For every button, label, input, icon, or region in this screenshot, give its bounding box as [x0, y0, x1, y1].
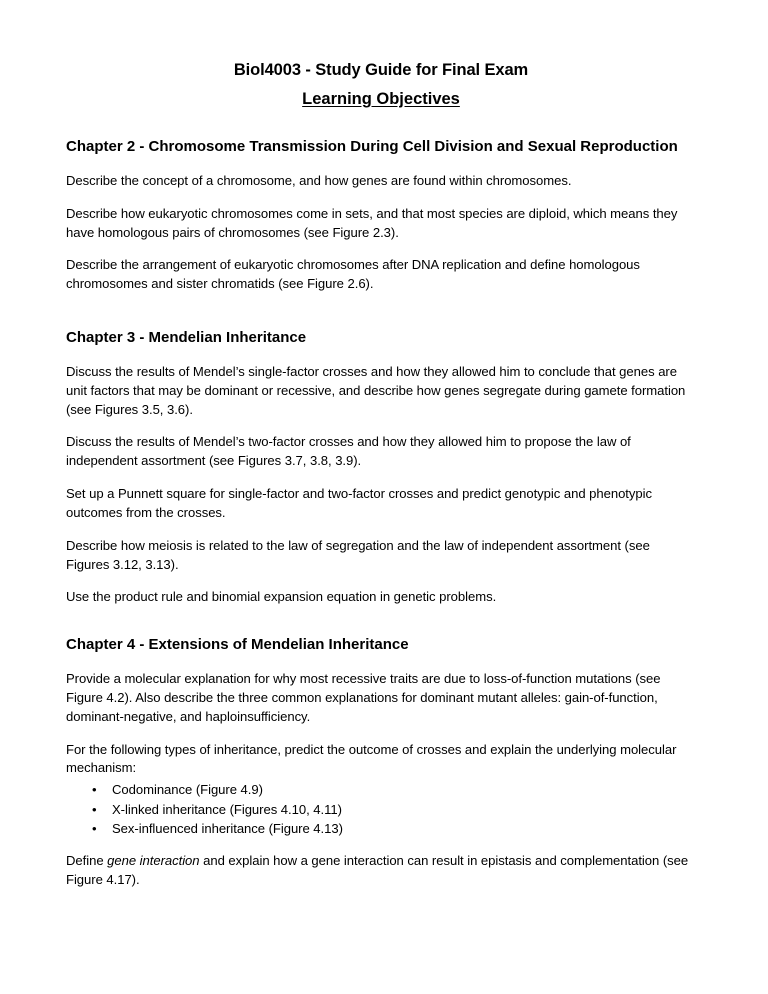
objective-item: Describe how eukaryotic chromosomes come in sets, and that most species are diploid, which means they have homologous pairs of chromosomes (see Figure 2.3). [66, 205, 678, 240]
inheritance-type-list [66, 780, 696, 838]
chapter-heading-4: Chapter 4 - Extensions of Mendelian Inheritance [66, 636, 409, 654]
objective-item: Discuss the results of Mendel’s two-factor crosses and how they allowed him to propose the law of independent assortment (see Figures 3.7, 3.8, 3.9). [66, 434, 631, 469]
bullet-icon: • [92, 782, 97, 798]
bullet-icon: • [92, 820, 97, 836]
list-item-label: Sex-influenced inheritance (Figure 4.13) [112, 820, 343, 836]
objective-item: Use the product rule and binomial expansion equation in genetic problems. [66, 589, 497, 605]
objective-item: For the following types of inheritance, predict the outcome of crosses and explain the underlying molecular mechanism: [66, 741, 677, 776]
list-item [66, 780, 696, 799]
section-spacer [66, 308, 696, 328]
section-spacer [66, 621, 696, 635]
objective-item: Set up a Punnett square for single-factor and two-factor crosses and predict genotypic and phenotypic outcomes from the crosses. [66, 486, 652, 520]
closing-text-after: and explain how a gene interaction can result in epistasis and complementation (see Figure 4.17). [66, 853, 689, 888]
objective-item: Describe how meiosis is related to the law of segregation and the law of independent assortment (see Figures 3.12, 3.13). [66, 537, 650, 572]
list-item [66, 800, 696, 819]
list-item-label: Codominance (Figure 4.9) [112, 782, 263, 798]
chapter-heading-2: Chapter 2 - Chromosome Transmission During Cell Division and Sexual Reproduction [66, 138, 678, 156]
list-item-label: X-linked inheritance (Figures 4.10, 4.11) [112, 801, 342, 817]
closing-text-before: Define [66, 853, 108, 869]
objective-item: Describe the arrangement of eukaryotic chromosomes after DNA replication and define homologous chromosomes and sister chromatids (see Figure 2.6). [66, 257, 640, 292]
objective-item: Describe the concept of a chromosome, and how genes are found within chromosomes. [66, 172, 572, 188]
chapter-heading-3: Chapter 3 - Mendelian Inheritance [66, 329, 307, 347]
list-item [66, 819, 696, 838]
document-subtitle: Learning Objectives [302, 89, 460, 108]
objective-item: Provide a molecular explanation for why most recessive traits are due to loss-of-function mutations (see Figure 4.2). Also describe the three common explanations for dominant mutant alleles: gain-of-function, dominant-negative, and haploinsufficiency. [66, 670, 661, 724]
emphasized-term: gene interaction [107, 853, 200, 869]
objective-item: Discuss the results of Mendel’s single-factor crosses and how they allowed him to conclude that genes are unit factors that may be dominant or recessive, and describe how genes segregate during gamete formation (see Figures 3.5, 3.6). [66, 363, 686, 417]
document-title: Biol4003 - Study Guide for Final Exam [233, 61, 529, 79]
objective-item [66, 852, 696, 890]
bullet-icon: • [92, 801, 97, 817]
